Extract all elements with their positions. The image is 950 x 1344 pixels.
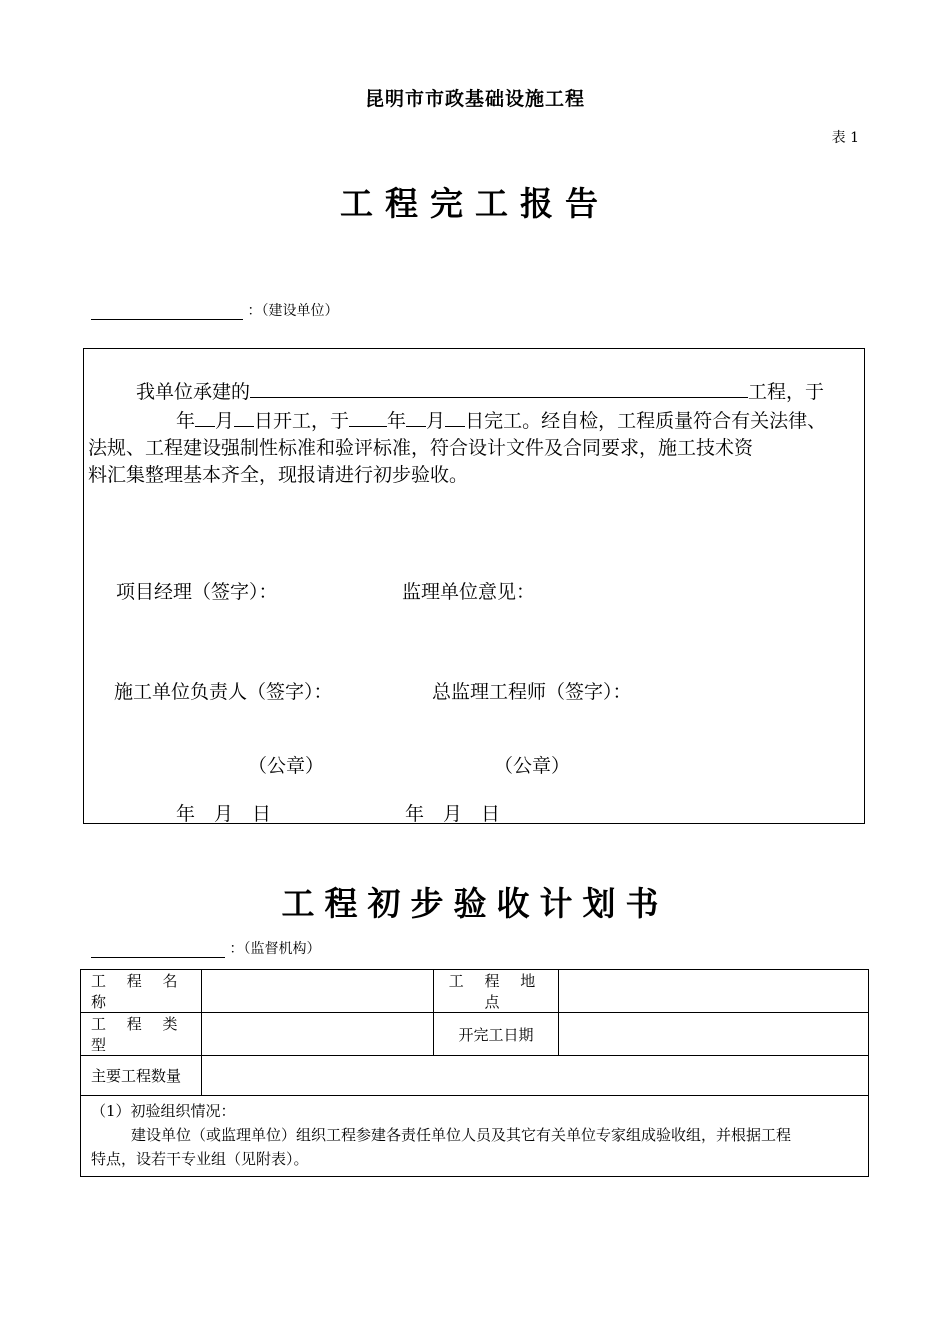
table-number: 表 1 xyxy=(831,130,859,146)
report-addressee xyxy=(91,300,338,320)
project-name-blank[interactable] xyxy=(250,377,748,398)
plan-title: 工程初步验收计划书 xyxy=(281,884,669,923)
main-quantity-value[interactable] xyxy=(202,1056,869,1096)
para-line-4: 料汇集整理基本齐全，现报请进行初步验收。 xyxy=(88,464,469,486)
table-row xyxy=(81,1096,869,1177)
construction-unit-blank[interactable] xyxy=(91,301,243,320)
plan-table xyxy=(80,969,869,1177)
para-line-2: 年 月 日开工，于 年 月 日完工。经自检，工程质量符合有关法律、 xyxy=(88,406,860,435)
project-name-label: 工 程 名 称 xyxy=(81,970,202,1013)
supervisor-opinion-label: 监理单位意见： xyxy=(402,581,536,603)
project-location-label: 工 程 地 点 xyxy=(434,970,559,1013)
date-left: 年 月 日 xyxy=(176,803,272,825)
organization-body-line-2: 特点，设若干专业组（见附表）。 xyxy=(91,1150,309,1168)
start-finish-date-label: 开完工日期 xyxy=(434,1013,559,1056)
plan-addressee xyxy=(91,938,320,958)
finish-year-blank[interactable] xyxy=(349,406,387,427)
para-line-3: 法规、工程建设强制性标准和验评标准，符合设计文件及合同要求，施工技术资 xyxy=(88,437,754,459)
project-type-value[interactable] xyxy=(202,1013,434,1056)
pm-signature-label: 项目经理（签字）： xyxy=(116,581,278,603)
table-row xyxy=(81,970,869,1013)
start-day-blank[interactable] xyxy=(234,406,254,427)
organization-heading: （1）初验组织情况： xyxy=(91,1102,236,1120)
report-paragraph xyxy=(88,377,860,489)
finish-month-blank[interactable] xyxy=(406,406,426,427)
plan-addressee-suffix: ：（监督机构） xyxy=(229,941,321,957)
seal-right: （公章） xyxy=(494,755,571,777)
project-name-value[interactable] xyxy=(202,970,434,1013)
date-right: 年 月 日 xyxy=(405,803,501,825)
seal-left: （公章） xyxy=(248,755,325,777)
start-finish-date-value[interactable] xyxy=(559,1013,869,1056)
table-row xyxy=(81,1056,869,1096)
report-box xyxy=(83,348,865,824)
main-quantity-label: 主要工程数量 xyxy=(81,1056,202,1096)
chief-supervisor-signature-label: 总监理工程师（签字）： xyxy=(432,681,632,703)
contractor-head-signature-label: 施工单位负责人（签字）： xyxy=(114,681,333,703)
report-addressee-suffix: ：（建设单位） xyxy=(247,303,339,319)
supervision-agency-blank[interactable] xyxy=(91,939,225,958)
project-type-label: 工 程 类 型 xyxy=(81,1013,202,1056)
para-line-1: 我单位承建的 工程，于 xyxy=(88,377,860,406)
start-month-blank[interactable] xyxy=(195,406,215,427)
org-title: 昆明市市政基础设施工程 xyxy=(364,88,585,110)
finish-day-blank[interactable] xyxy=(445,406,465,427)
organization-body-line-1: 建设单位（或监理单位）组织工程参建各责任单位人员及其它有关单位专家组成验收组，并根据工程 xyxy=(131,1126,792,1144)
organization-cell xyxy=(81,1096,869,1177)
report-title: 工程完工报告 xyxy=(340,184,610,223)
table-row xyxy=(81,1013,869,1056)
project-location-value[interactable] xyxy=(559,970,869,1013)
